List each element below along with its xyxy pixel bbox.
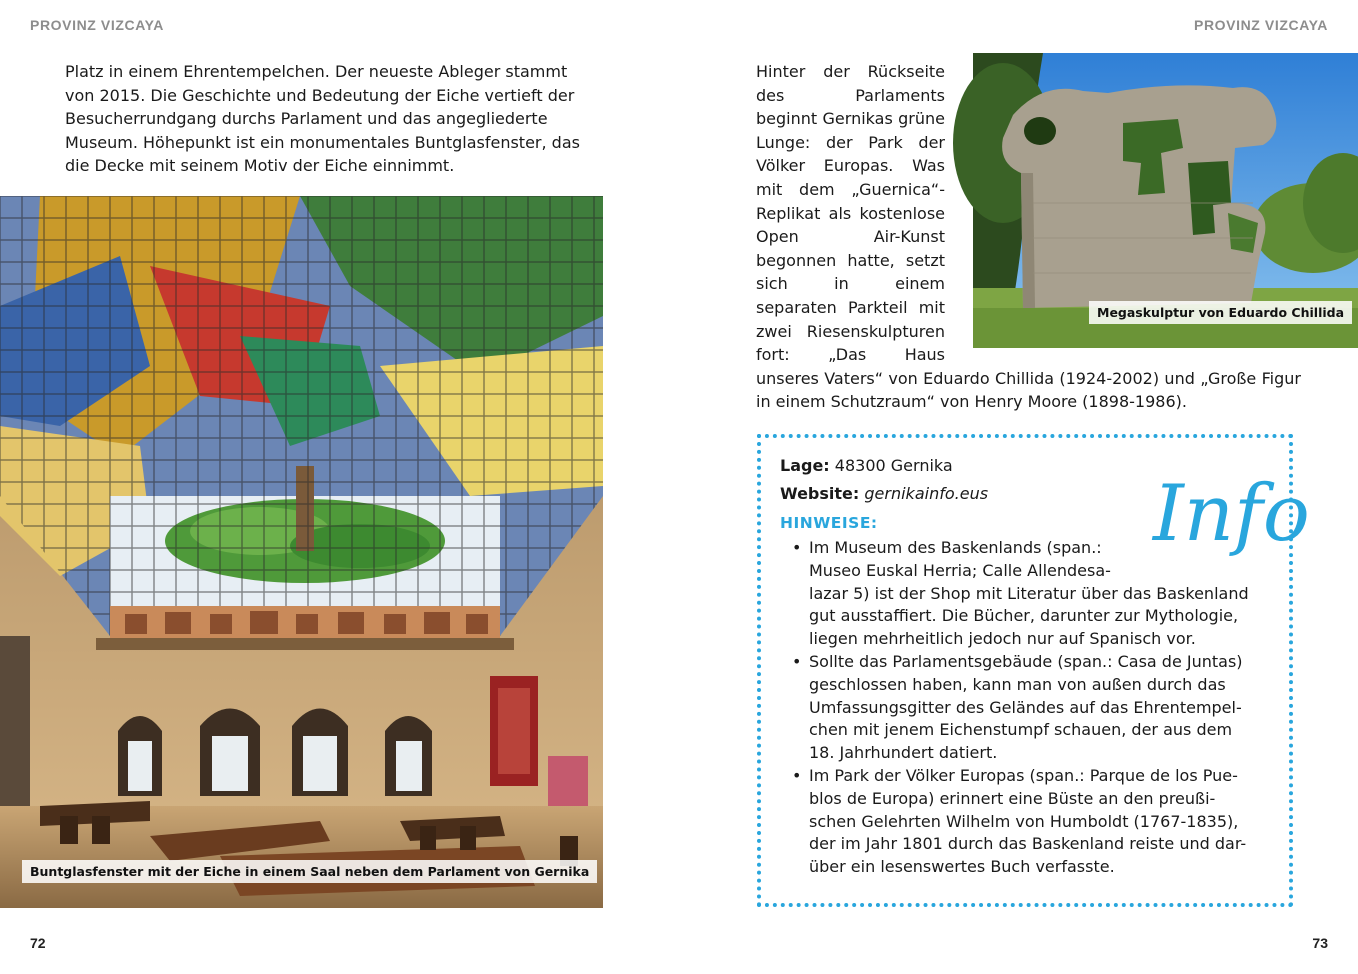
stained-glass-photo xyxy=(0,196,603,908)
running-head-right: PROVINZ VIZCAYA xyxy=(1194,17,1328,33)
text-line: Museum. Höhepunkt ist ein monumentales Buntglasfenster, das xyxy=(65,132,580,152)
sculpture-caption: Megaskulptur von Eduardo Chillida xyxy=(1089,301,1352,324)
hinweise-list xyxy=(792,537,1272,879)
note-line: Umfassungsgitter des Geländes auf das Ehrentempel- xyxy=(809,697,1242,717)
note-line: Sollte das Parlamentsgebäude (span.: Casa de Juntas) xyxy=(809,651,1243,671)
info-logo-text: Info xyxy=(1153,469,1310,559)
note-line: chen mit jenem Eichenstumpf schauen, der aus dem xyxy=(809,720,1233,740)
note-line: über ein lesenswertes Buch verfasste. xyxy=(809,857,1115,877)
lage-line xyxy=(780,454,953,477)
bullet-icon: • xyxy=(792,538,802,557)
stained-glass-caption: Buntglasfenster mit der Eiche in einem Saal neben dem Parlament von Gernika xyxy=(22,860,597,883)
lage-label: Lage: xyxy=(780,456,830,475)
bullet-icon: • xyxy=(792,765,802,785)
note-line: liegen mehrheitlich jedoch nur auf Spanisch vor. xyxy=(809,629,1196,649)
note-line: gut ausstaffiert. Die Bücher, darunter zur Mythologie, xyxy=(809,606,1239,626)
lage-value: 48300 Gernika xyxy=(834,456,953,475)
website-link[interactable]: gernikainfo.eus xyxy=(864,484,989,503)
bullet-icon: • xyxy=(792,651,802,671)
note-line: lazar 5) ist der Shop mit Literatur über das Baskenland xyxy=(809,583,1249,603)
list-item xyxy=(792,651,1272,765)
list-item xyxy=(792,765,1272,879)
note-line: Im Park der Völker Europas (span.: Parque de los Pue- xyxy=(809,765,1238,785)
website-line xyxy=(780,482,988,505)
text-line: Platz in einem Ehrentempelchen. Der neueste Ableger stammt xyxy=(65,62,568,81)
text-line: von 2015. Die Geschichte und Bedeutung der Eiche vertieft der xyxy=(65,85,575,105)
hinweise-heading: HINWEISE: xyxy=(780,514,878,532)
list-item xyxy=(792,537,1272,651)
note-line: geschlossen haben, kann man von außen durch das xyxy=(809,674,1226,694)
park-paragraph: Hinter der Rückseite des Parlaments beginnt Gernikas grüne Lunge: der Park der Völker Europas. Was mit dem „Guernica“-Replikat als kostenlose Open Air-Kunst begonnen hatte, setzt sich in einem separaten Parkteil mit zwei Riesenskulpturen fort: „Das Haus unseres Vaters“ von Eduardo Chillida (1924-2002) und „Große Figur in einem Schutzraum“ von Henry Moore (1898-1986). xyxy=(756,62,1301,412)
note-line: 18. Jahrhundert datiert. xyxy=(809,743,998,763)
note-line: Museo Euskal Herria; Calle Allendesa- xyxy=(809,560,1111,580)
info-box xyxy=(757,434,1310,907)
note-line: Im Museum des Baskenlands (span.: xyxy=(809,538,1102,557)
text-line: Besucherrundgang durchs Parlament und das angegliederte xyxy=(65,109,548,129)
text-line: die Decke mit seinem Motiv der Eiche einnimmt. xyxy=(65,156,455,176)
note-line: schen Gelehrten Wilhelm von Humboldt (1767-1835), xyxy=(809,811,1239,831)
page-number-right: 73 xyxy=(1312,935,1328,951)
left-body-text xyxy=(65,60,603,178)
page-number-left: 72 xyxy=(30,935,46,951)
note-line: der im Jahr 1801 durch das Baskenland reiste und dar- xyxy=(809,834,1247,854)
note-line: blos de Europa) erinnert eine Büste an den preußi- xyxy=(809,788,1216,808)
website-label: Website: xyxy=(780,484,860,503)
running-head-left: PROVINZ VIZCAYA xyxy=(30,17,164,33)
